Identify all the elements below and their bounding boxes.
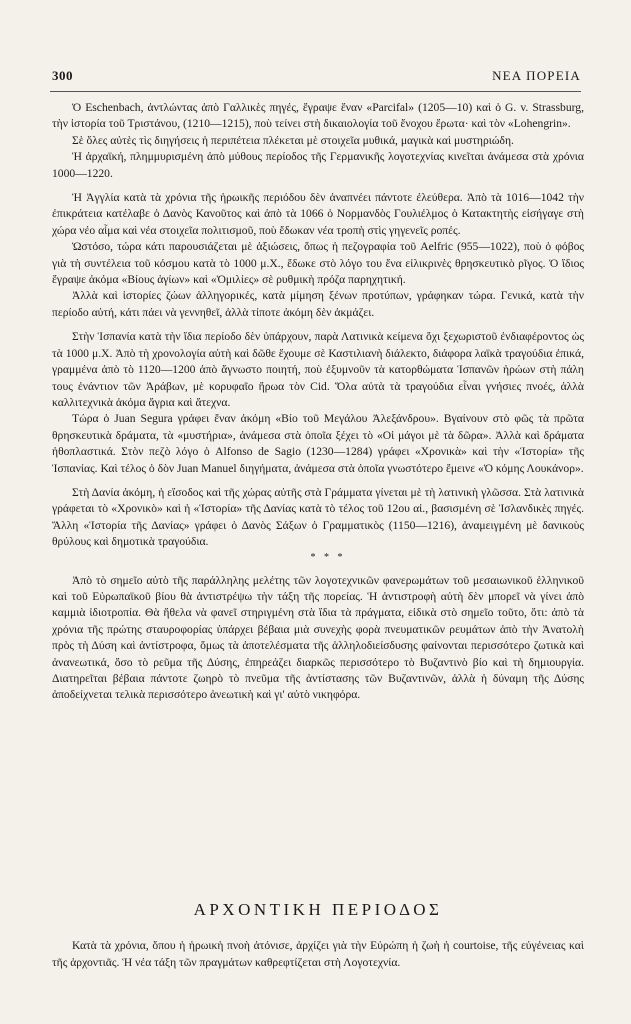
body-text	[52, 100, 584, 704]
page-number: 300	[52, 68, 73, 83]
paragraph: Ἀπὸ τὸ σημεῖο αὐτὸ τῆς παράλληλης μελέτης τῶν λογοτεχνικῶν φανερωμάτων τοῦ μεσαιωνικοῦ ἑλληνικοῦ καὶ τοῦ Εὐρωπαϊκοῦ βίου θὰ ἀντιστρέψω τὴν τάξη τῆς πορείας. Ἡ ἀντιστροφὴ αὐτὴ δὲν μπορεῖ νὰ γίνει ἀπὸ καμμιὰ ἰδιοτροπία. Θὰ ἤθελα νὰ φανεῖ στηριγμένη στὰ ἴδια τὰ πράγματα, εἰδικὰ στὸ σημεῖο τοῦτο, ὅτι: ἀπὸ τὰ χρόνια τῆς πρώτης σταυροφορίας ὑπάρχει βέβαια μιὰ συνεχὴς φορὰ πνευματικῶν ρευμάτων ἀπὸ τὴν Ἀνατολὴ πρὸς τὴ Δύση καὶ ἀντίστροφα, ὅμως τὰ ἀποτελέσματα τῆς ἀλληλοδιείσδυσης φαίνονται περισσότερο ζωτικὰ καὶ ἀνανεωτικά, ὅσο τὸ ρεῦμα τῆς Δύσης, ἐπηρεάζει διαρκῶς περισσότερο τὸ Βυζαντινὸ βίο καὶ τὴ δημιουργία. Διατηρεῖται βέβαια πάντοτε ζωηρὸ τὸ πνεῦμα τῆς ἀντίστασης τῶν Βυζαντινῶν, ἀλλὰ ἡ δύναμη τῆς Δύσης ἀποδείχνεται τελικὰ περισσότερο ἀνεωτικὴ καὶ γι' αὐτὸ νικηφόρα.	[52, 573, 584, 702]
paragraph: Τώρα ὁ Juan Segura γράφει ἕναν ἀκόμη «Βίο τοῦ Μεγάλου Ἀλεξάνδρου». Βγαίνουν στὸ φῶς τὰ πρῶτα θρησκευτικὰ δράματα, τὰ «μυστήρια», ἀνάμεσα στὰ ὁποῖα ξέχει τὸ «Οἱ μάγοι μὲ τὰ δῶρα». Ἀλλὰ καὶ δράματα ἠθοπλαστικά. Στὸν πεζὸ λόγο ὁ Alfonso de Sagio (1230—1284) γράφει «Χρονικὰ» καὶ τὴν «Ἱστορία» τῆς Ἱσπανίας. Καὶ τέλος ὁ δὸν Juan Manuel διηγήματα, ἀνάμεσα στὰ ὁποῖα γνωστότερο ἔμεινε «Ὁ κόμης Λουκάνορ».	[52, 412, 584, 475]
section-separator: * * *	[310, 551, 346, 563]
page-header	[52, 68, 581, 88]
paragraph: Κατὰ τὰ χρόνια, ὅπου ἡ ἡρωικὴ πνοὴ ἀτόνισε, ἀρχίζει γιὰ τὴν Εὐρώπη ἡ ζωὴ ἡ courtoise, τῆς εὐγένειας καὶ τῆς ἀρχοντιᾶς. Ἡ νέα τάξη τῶν πραγμάτων καθρεφτίζεται στὴ Λογοτεχνία.	[52, 939, 584, 969]
paragraph: Ὁ Eschenbach, ἀντλώντας ἀπὸ Γαλλικὲς πηγές, ἔγραψε ἕναν «Parcifal» (1205—10) καὶ ὁ G. v. Strassburg, τὴν ἱστορία τοῦ Τριστάνου, (1210—1215), ποὺ τείνει στὴ δικαιολογία τοῦ ἔνοχου ἔρωτα· καὶ τὸν «Lohengrin».	[52, 101, 584, 131]
paragraph: Σὲ ὅλες αὐτὲς τὶς διηγήσεις ἡ περιπέτεια πλέκεται μὲ στοιχεῖα μυθικά, μαγικὰ καὶ μυστηριώδη.	[72, 133, 514, 147]
paragraph: Ἡ Ἀγγλία κατὰ τὰ χρόνια τῆς ἡρωικῆς περιόδου δὲν ἀναπνέει πάντοτε ἐλεύθερα. Ἀπὸ τὰ 1016—1042 τὴν ἐπικράτεια κατέλαβε ὁ Δανὸς Κανοῦτος καὶ ἀπὸ τὰ 1066 ὁ Νορμανδὸς Γουλιέλμος ὁ Κατακτητὴς εἰσήγαγε στὴ χώρα νέο αἷμα καὶ νέα στοιχεῖα πολιτισμοῦ, ποὺ ἔδωκαν νέα τροπὴ στὶς γηγενεῖς ροπές.	[52, 191, 584, 237]
running-head: ΝΕΑ ΠΟΡΕΙΑ	[492, 68, 581, 83]
paragraph: Στὴν Ἱσπανία κατὰ τὴν ἴδια περίοδο δὲν ὑπάρχουν, παρὰ Λατινικὰ κείμενα ὄχι ξεχωριστοῦ ἐνδιαφέροντος ὡς τὰ 1000 μ.Χ. Ἀπὸ τὴ χρονολογία αὐτὴ καὶ δῶθε ἔχουμε σὲ Καστιλιανὴ διάλεκτο, διάφορα λαϊκὰ τραγούδια ἐπικά, γραμμένα ἀπὸ τὸ 1120—1200 ἀπὸ ἄγνωστο ποιητή, ποὺ ἐξυμνοῦν τὰ κατορθώματα Ἱσπανῶν ἡρώων στὴ πάλη τους ἐνάντιον τῶν Ἀράβων, μὲ κορυφαῖο ἥρωα τὸν Cid. Ὅλα αὐτὰ τὰ τραγούδια εἶναι γνήσιες πνοές, ἀλλὰ καλλιτεχνικὰ ἀκόμα ἄγρια καὶ ἄτεχνα.	[52, 330, 584, 409]
section-title: ΑΡΧΟΝΤΙΚΗ ΠΕΡΙΟΔΟΣ	[193, 900, 443, 919]
paragraph: Στὴ Δανία ἀκόμη, ἡ εἴσοδος καὶ τῆς χώρας αὐτῆς στὰ Γράμματα γίνεται μὲ τὴ λατινικὴ γλῶσσα. Στὰ λατινικὰ γράφεται τὸ «Χρονικὸ» καὶ ἡ «Ἱστορία» τῆς Δανίας κατὰ τὸ τέλος τοῦ 12ου αἰ., βασισμένη σὲ Ἰσλανδικὲς πηγές. Ἄλλη «Ἱστορία τῆς Δανίας» γράφει ὁ Δανὸς Σάξων ὁ Γραμματικὸς (1150—1216), ἀναμειγμένη μὲ δανικοὺς θρύλους καὶ δημοτικὰ τραγούδια.	[52, 485, 584, 549]
paragraph: Ὡστόσο, τώρα κάτι παρουσιάζεται μὲ ἀξιώσεις, ὅπως ἡ πεζογραφία τοῦ Aelfric (955—1022), ποὺ ὁ φόβος γιὰ τὴ συντέλεια τοῦ κόσμου κατὰ τὸ 1000 μ.Χ., ἔδωκε στὸ λόγο του ἕνα εἰλικρινὲς θρησκευτικὸ ρῖγος. Ὁ ἴδιος ἔγραψε ἀκόμα «Βίους ἁγίων» καὶ «Ὁμιλίες» σὲ ρυθμικὴ πρόζα παρηχητική.	[52, 240, 584, 287]
header-rule	[50, 91, 581, 92]
paragraph: Ἀλλὰ καὶ ἱστορίες ζώων ἀλληγορικές, κατὰ μίμηση ξένων προτύπων, γράφηκαν τώρα. Γενικά, κατὰ τὴν περίοδο αὐτή, κάτι πάει νὰ γεννηθεῖ, ἀλλὰ τίποτε ἀκόμη δὲν ἀκμάζει.	[52, 289, 584, 319]
paragraph: Ἡ ἀρχαϊκή, πλημμυρισμένη ἀπὸ μύθους περίοδος τῆς Γερμανικῆς λογοτεχνίας κινεῖται ἀνάμεσα στὰ χρόνια 1000—1220.	[52, 150, 584, 180]
section-intro	[52, 937, 584, 971]
